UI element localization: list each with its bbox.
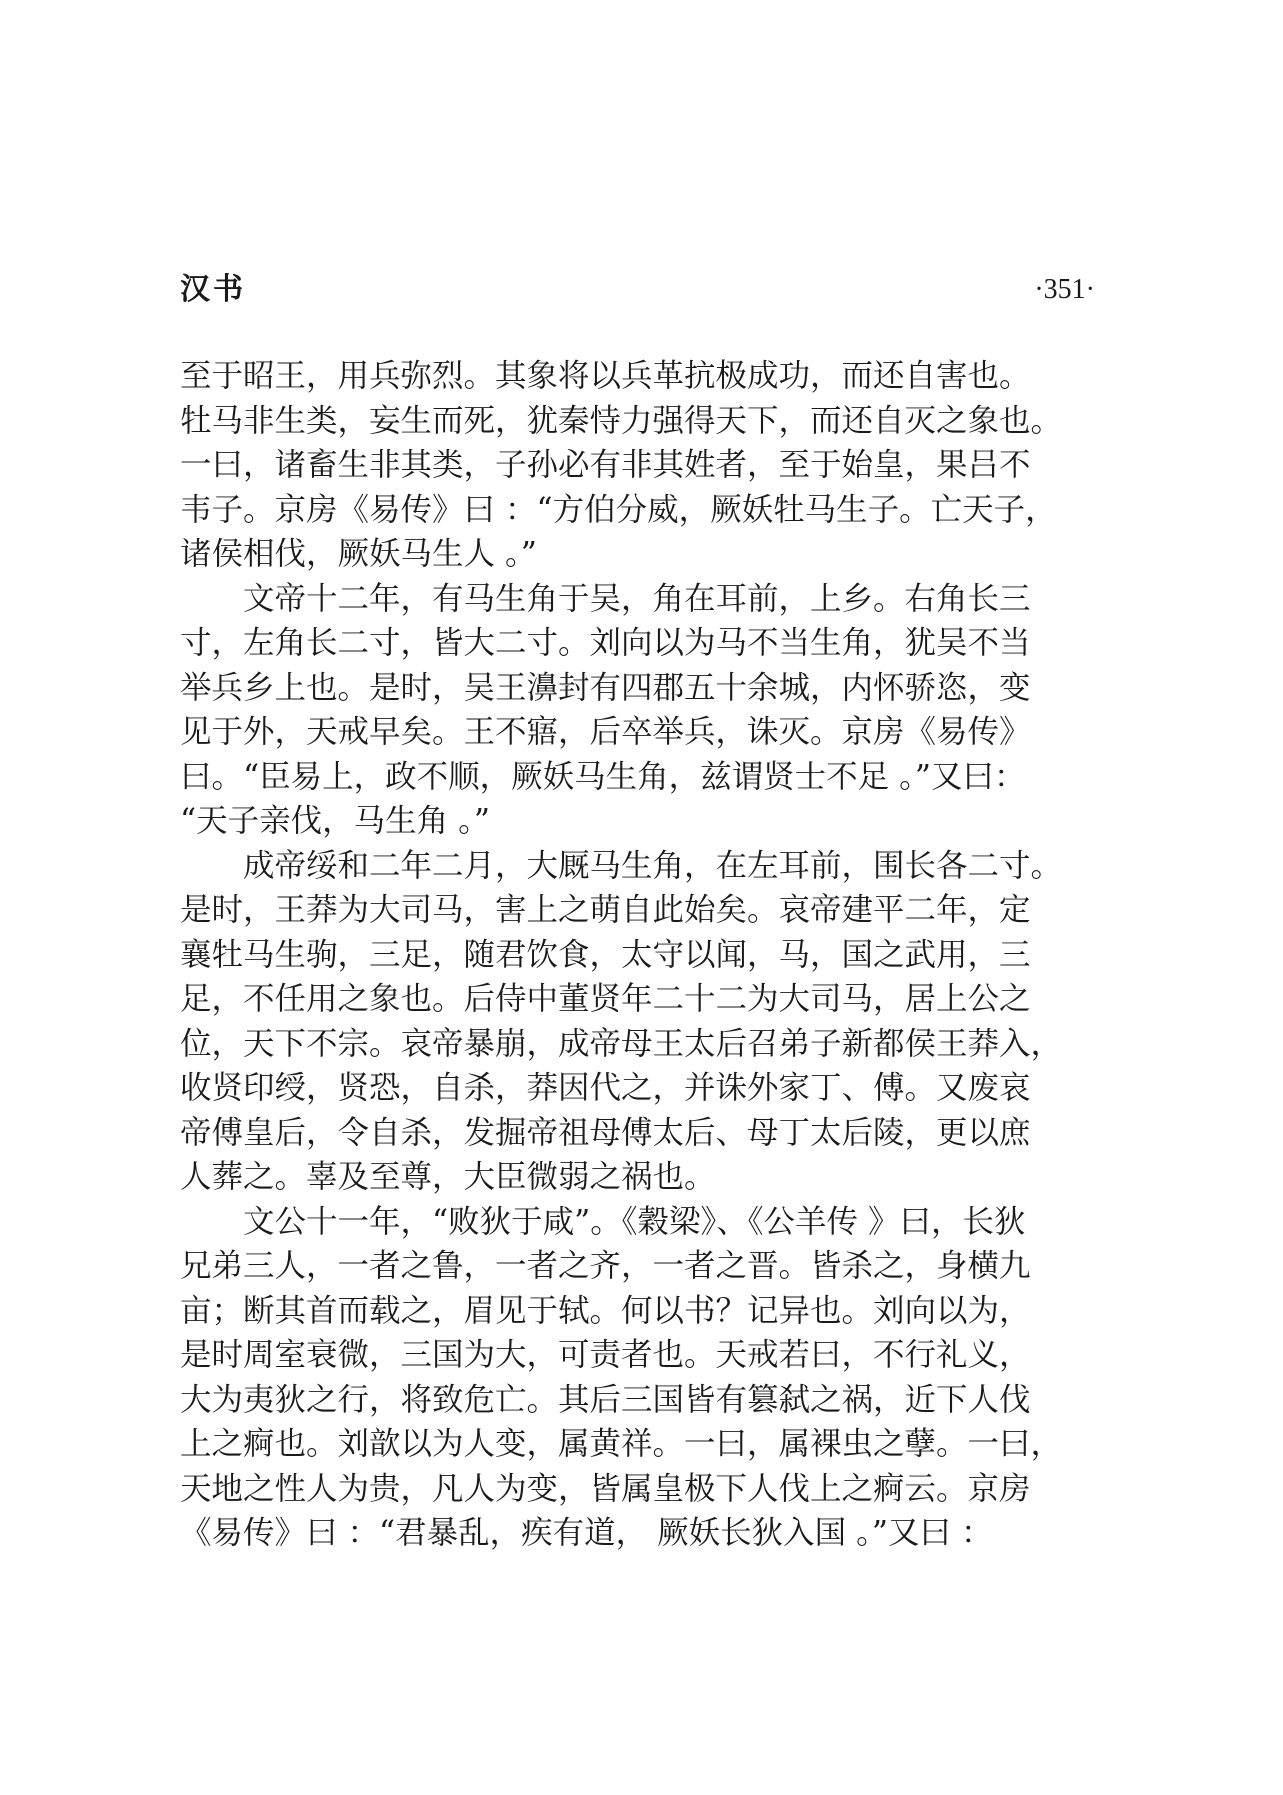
paragraph-start-line: 文公十一年，“败狄于咸”。《穀梁》、《公羊传 》曰，长狄 xyxy=(243,1203,1026,1240)
text-line: 足，不任用之象也。后侍中董贤年二十二为大司马，居上公之 xyxy=(180,981,1031,1017)
text-line: 韦子。京房《易传》曰 ：“方伯分威，厥妖牡马生子。亡天子， xyxy=(180,491,1057,528)
text-line: “天子亲伐，马生角 。” xyxy=(180,803,490,839)
text-line: 兄弟三人，一者之鲁，一者之齐，一者之晋。皆杀之，身横九 xyxy=(180,1248,1031,1284)
body-text xyxy=(180,354,1095,1556)
text-line: 收贤印绶，贤恐，自杀，莽因代之，并诛外家丁、傅。又废哀 xyxy=(180,1070,1031,1106)
text-line: 一曰，诸畜生非其类，子孙必有非其姓者，至于始皇，果吕不 xyxy=(180,447,1031,483)
text-line: 至于昭王，用兵弥烈。其象将以兵革抗极成功，而还自害也。 xyxy=(180,358,1031,394)
text-line: 见于外，天戒早矣。王不寤，后卒举兵，诛灭。京房《易传》 xyxy=(180,714,1031,750)
text-line: 帝傅皇后，令自杀，发掘帝祖母傅太后、母丁太后陵，更以庶 xyxy=(180,1114,1031,1151)
text-line: 位，天下不宗。哀帝暴崩，成帝母王太后召弟子新都侯王莽入， xyxy=(180,1025,1063,1062)
text-line: 举兵乡上也。是时，吴王濞封有四郡五十余城，内怀骄恣，变 xyxy=(180,669,1031,706)
text-line: 是时周室衰微，三国为大，可责者也。天戒若曰，不行礼义， xyxy=(180,1337,1031,1373)
text-line: 是时，王莽为大司马，害上之萌自此始矣。哀帝建平二年，定 xyxy=(180,892,1031,928)
book-title: 汉书 xyxy=(180,272,246,307)
text-line: 寸，左角长二寸，皆大二寸。刘向以为马不当生角，犹吴不当 xyxy=(180,625,1031,661)
text-line: 天地之性人为贵，凡人为变，皆属皇极下人伐上之痾云。京房 xyxy=(180,1470,1031,1507)
text-line: 亩；断其首而载之，眉见于轼。何以书？记异也。刘向以为， xyxy=(180,1292,1031,1329)
text-line: 牡马非生类，妄生而死，犹秦恃力强得天下，而还自灭之象也。 xyxy=(180,402,1063,439)
text-line: 诸侯相伐，厥妖马生人 。” xyxy=(180,536,537,572)
text-line: 曰。“臣易上，政不顺，厥妖马生角，兹谓贤士不足 。”又曰： xyxy=(180,758,1026,795)
paragraph-start-line: 文帝十二年，有马生角于吴，角在耳前，上乡。右角长三 xyxy=(243,580,1031,617)
page-number: ·351· xyxy=(1034,274,1095,305)
text-line: 上之痾也。刘歆以为人变，属黄祥。一曰，属裸虫之孽。一曰， xyxy=(180,1426,1063,1462)
page-header xyxy=(180,268,1095,312)
text-line: 大为夷狄之行，将致危亡。其后三国皆有篡弑之祸，近下人伐 xyxy=(180,1381,1031,1418)
text-line: 襄牡马生驹，三足，随君饮食，太守以闻，马，国之武用，三 xyxy=(180,936,1031,973)
paragraph-start-line: 成帝绥和二年二月，大厩马生角，在左耳前，围长各二寸。 xyxy=(243,847,1063,884)
text-line: 《易传》曰 ：“君暴乱，疾有道， 厥妖长狄入国 。”又曰 ： xyxy=(180,1515,993,1551)
text-line: 人葬之。辜及至尊，大臣微弱之祸也。 xyxy=(180,1159,716,1195)
